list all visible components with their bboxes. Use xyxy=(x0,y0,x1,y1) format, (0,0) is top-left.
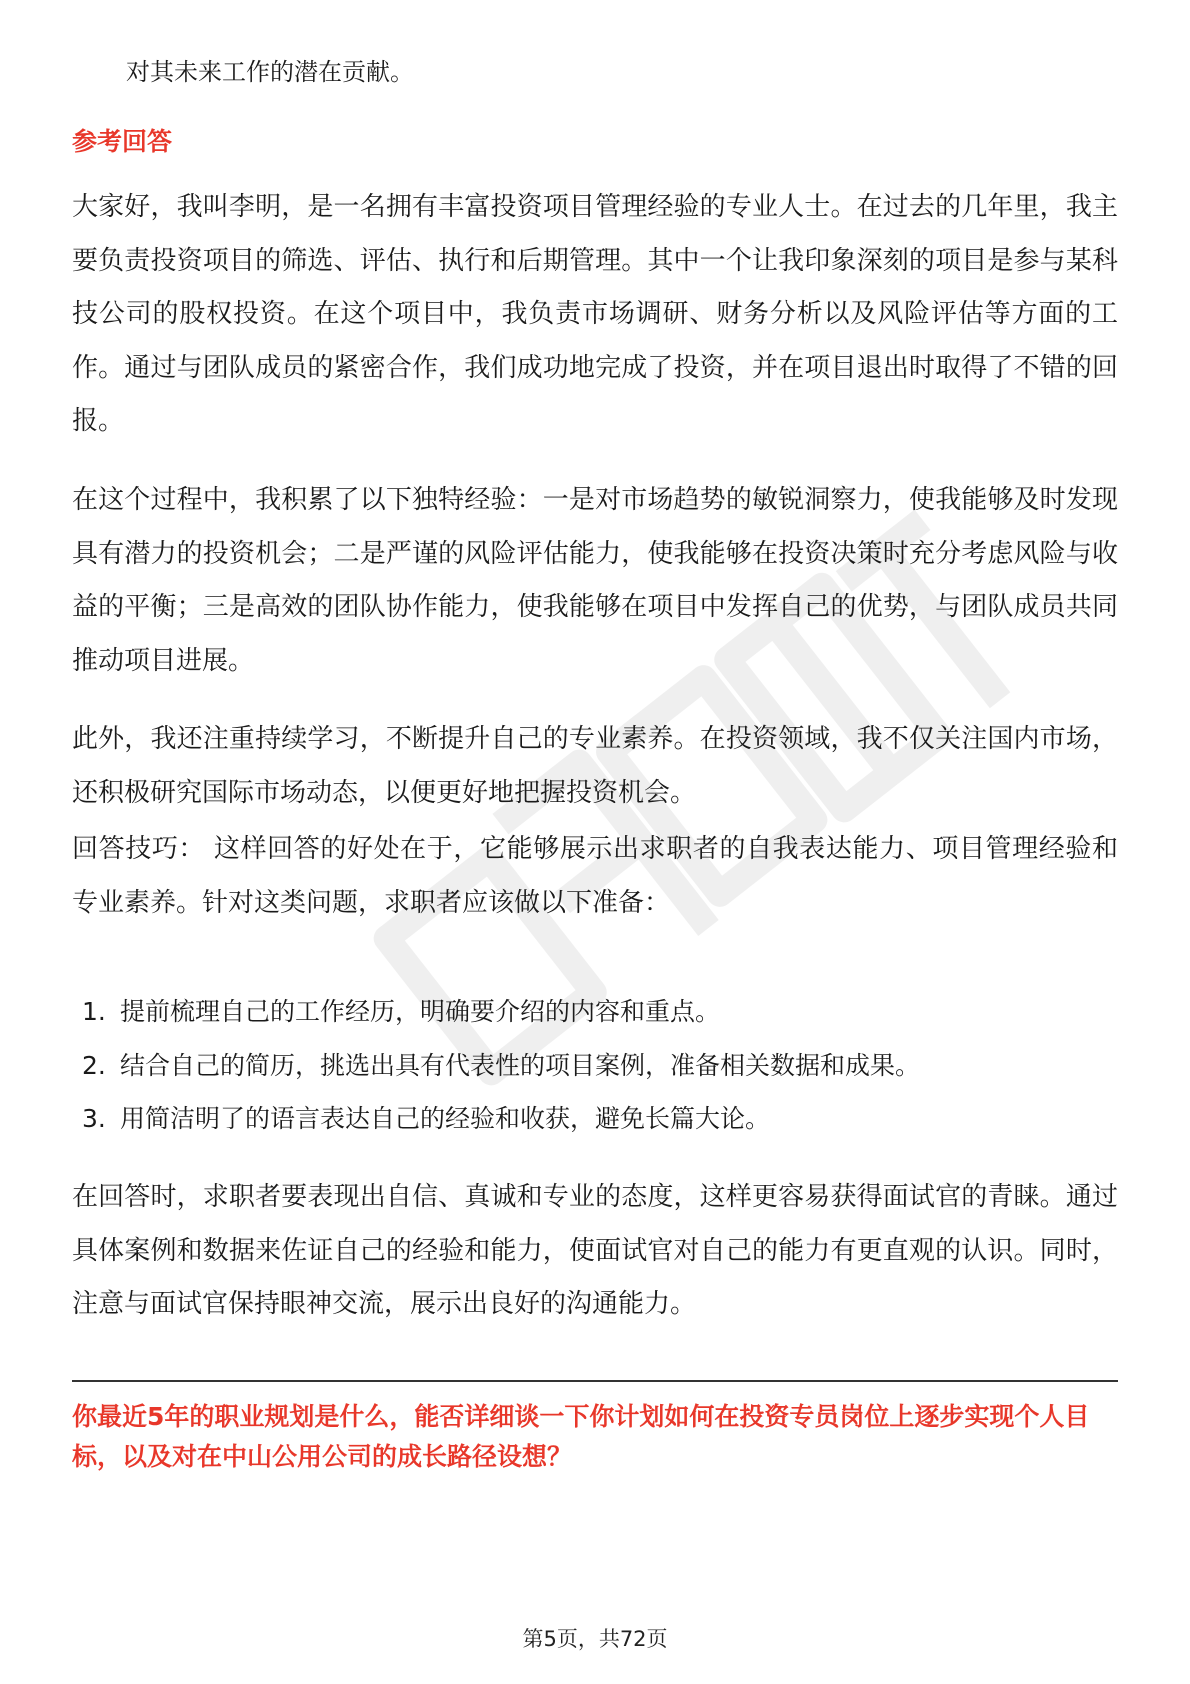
list-item-text: 结合自己的简历，挑选出具有代表性的项目案例，准备相关数据和成果。 xyxy=(120,1050,921,1080)
answer-tips-intro: 回答技巧： 这样回答的好处在于，它能够展示出求职者的自我表达能力、项目管理经验和专业素养。针对这类问题，求职者应该做以下准备： xyxy=(72,834,1118,918)
list-item xyxy=(72,985,1118,1039)
list-item-number: 1. xyxy=(82,997,106,1026)
list-item-text: 提前梳理自己的工作经历，明确要介绍的内容和重点。 xyxy=(120,997,721,1026)
answer-paragraph-1: 大家好，我叫李明，是一名拥有丰富投资项目管理经验的专业人士。在过去的几年里，我主要负责投资项目的筛选、评估、执行和后期管理。其中一个让我印象深刻的项目是参与某科技公司的股权投资。在这个项目中，我负责市场调研、财务分析以及风险评估等方面的工作。通过与团队成员的紧密合作，我们成功地完成了投资，并在项目退出时取得了不错的回报。 xyxy=(72,192,1118,436)
list-item-number: 3. xyxy=(82,1104,106,1133)
list-item-text: 用简洁明了的语言表达自己的经验和收获，避免长篇大论。 xyxy=(120,1104,771,1133)
next-question-title: 你最近5年的职业规划是什么，能否详细谈一下你计划如何在投资专员岗位上逐步实现个人目标，以及对在中山公用公司的成长路径设想？ xyxy=(72,1402,1090,1471)
answer-paragraph-3: 此外，我还注重持续学习，不断提升自己的专业素养。在投资领域，我不仅关注国内市场，还积极研究国际市场动态，以便更好地把握投资机会。 xyxy=(72,724,1118,808)
answer-paragraph-2: 在这个过程中，我积累了以下独特经验：一是对市场趋势的敏锐洞察力，使我能够及时发现具有潜力的投资机会；二是严谨的风险评估能力，使我能够在投资决策时充分考虑风险与收益的平衡；三是高效的团队协作能力，使我能够在项目中发挥自己的优势，与团队成员共同推动项目进展。 xyxy=(72,485,1118,676)
list-item xyxy=(72,1039,1118,1093)
list-item-number: 2. xyxy=(82,1050,106,1080)
tips-list xyxy=(72,985,1118,1146)
continuation-line: 对其未来工作的潜在贡献。 xyxy=(126,58,414,86)
section-divider xyxy=(72,1380,1118,1382)
page-number-footer: 第5页，共72页 xyxy=(522,1627,668,1651)
list-item xyxy=(72,1092,1118,1146)
section-title: 参考回答 xyxy=(72,127,173,156)
closing-paragraph: 在回答时，求职者要表现出自信、真诚和专业的态度，这样更容易获得面试官的青睐。通过具体案例和数据来佐证自己的经验和能力，使面试官对自己的能力有更直观的认识。同时，注意与面试官保持眼神交流，展示出良好的沟通能力。 xyxy=(72,1182,1118,1319)
